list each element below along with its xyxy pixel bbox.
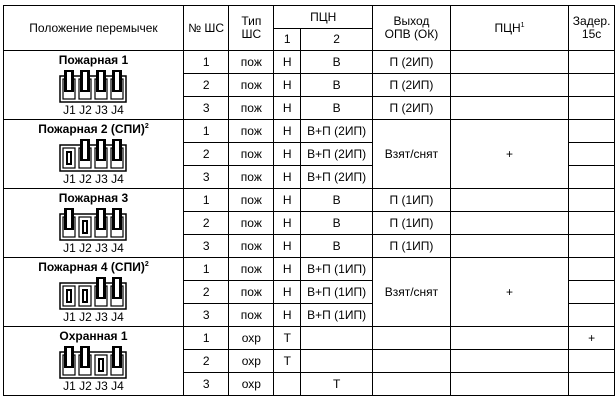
loop-type: пож <box>229 120 274 143</box>
header-pcn-2: 2 <box>301 29 373 51</box>
jumper-labels: J1 J2 J3 J4 <box>63 378 124 393</box>
loop-type: охр <box>229 373 274 396</box>
jumper-labels: J1 J2 J3 J4 <box>63 309 124 324</box>
pcn2-value: В+П (1ИП) <box>301 281 373 304</box>
pcn2-value: В+П (2ИП) <box>301 120 373 143</box>
pcn2-value: В <box>301 51 373 74</box>
pcn-note-value <box>450 373 568 396</box>
pcn2-value: В <box>301 212 373 235</box>
pcn1-value: Н <box>274 235 301 258</box>
loop-type: пож <box>229 166 274 189</box>
jumper-config-cell <box>4 51 184 120</box>
pcn1-value: Н <box>274 304 301 327</box>
loop-number: 1 <box>183 189 228 212</box>
pcn1-value: Н <box>274 143 301 166</box>
delay-value <box>569 143 615 166</box>
pcn2-value <box>301 327 373 350</box>
delay-value <box>569 373 615 396</box>
output-value: П (1ИП) <box>373 189 451 212</box>
loop-number: 1 <box>183 327 228 350</box>
table-row <box>4 258 615 281</box>
header-pcn: ПЦН <box>274 6 373 29</box>
jumper-config-cell <box>4 258 184 327</box>
pcn1-value: Н <box>274 74 301 97</box>
output-value: Взят/снят <box>373 258 451 327</box>
loop-type: пож <box>229 143 274 166</box>
table-row <box>4 327 615 350</box>
pcn1-value: Т <box>274 327 301 350</box>
pcn-note-value <box>450 327 568 350</box>
mode-title: Пожарная 2 (СПИ)$^2$ <box>38 121 149 136</box>
delay-value <box>569 235 615 258</box>
pcn1-value: Н <box>274 281 301 304</box>
loop-number: 3 <box>183 235 228 258</box>
pcn-note-value <box>450 212 568 235</box>
pcn2-value: Т <box>301 373 373 396</box>
delay-value <box>569 189 615 212</box>
output-value: П (1ИП) <box>373 235 451 258</box>
jumper-block-icon <box>59 68 127 104</box>
mode-title: Пожарная 1 <box>58 52 129 67</box>
delay-value <box>569 74 615 97</box>
mode-title: Охранная 1 <box>59 328 128 343</box>
jumper-block-icon <box>59 344 127 380</box>
pcn-note-value: + <box>450 258 568 327</box>
loop-number: 3 <box>183 304 228 327</box>
pcn1-value: Т <box>274 350 301 373</box>
table-row <box>4 51 615 74</box>
header-pcn-1: 1 <box>274 29 301 51</box>
delay-value <box>569 120 615 143</box>
header-pcn-note: ПЦН$^1$ <box>450 6 568 51</box>
loop-number: 2 <box>183 74 228 97</box>
pcn-note-value <box>450 235 568 258</box>
loop-number: 3 <box>183 166 228 189</box>
table-row <box>4 120 615 143</box>
loop-type: пож <box>229 304 274 327</box>
loop-type: пож <box>229 74 274 97</box>
jumper-block-icon <box>59 137 127 173</box>
loop-type: пож <box>229 51 274 74</box>
loop-number: 1 <box>183 258 228 281</box>
footnote-2-marker: 2 <box>144 122 149 130</box>
delay-value <box>569 304 615 327</box>
delay-value <box>569 258 615 281</box>
delay-value <box>569 212 615 235</box>
output-value <box>373 327 451 350</box>
header-delay: Задер. 15с <box>569 6 615 51</box>
jumper-labels: J1 J2 J3 J4 <box>63 240 124 255</box>
header-loop-type: Тип ШС <box>229 6 274 51</box>
loop-number: 2 <box>183 143 228 166</box>
pcn2-value: В+П (1ИП) <box>301 258 373 281</box>
jumper-config-cell <box>4 120 184 189</box>
pcn1-value: Н <box>274 97 301 120</box>
loop-type: пож <box>229 212 274 235</box>
mode-title: Пожарная 4 (СПИ)$^2$ <box>38 259 149 274</box>
jumper-labels: J1 J2 J3 J4 <box>63 102 124 117</box>
pcn1-value: Н <box>274 189 301 212</box>
output-value <box>373 373 451 396</box>
output-value <box>373 350 451 373</box>
pcn-note-value <box>450 51 568 74</box>
pcn-note-value: + <box>450 120 568 189</box>
mode-title: Пожарная 3 <box>58 190 129 205</box>
jumper-config-cell <box>4 189 184 258</box>
loop-type: охр <box>229 350 274 373</box>
loop-number: 2 <box>183 212 228 235</box>
pcn1-value: Н <box>274 258 301 281</box>
pcn1-value <box>274 373 301 396</box>
loop-type: пож <box>229 235 274 258</box>
loop-type: охр <box>229 327 274 350</box>
pcn1-value: Н <box>274 166 301 189</box>
output-value: П (2ИП) <box>373 74 451 97</box>
loop-type: пож <box>229 281 274 304</box>
jumper-settings-table <box>3 5 615 396</box>
pcn-note-value <box>450 189 568 212</box>
header-jumper-position: Положение перемычек <box>4 6 184 51</box>
delay-value <box>569 281 615 304</box>
table-row <box>4 189 615 212</box>
jumper-block-icon <box>59 206 127 242</box>
loop-number: 3 <box>183 97 228 120</box>
loop-number: 3 <box>183 373 228 396</box>
pcn2-value <box>301 350 373 373</box>
pcn2-value: В <box>301 235 373 258</box>
pcn1-value: Н <box>274 212 301 235</box>
pcn-note-value <box>450 350 568 373</box>
pcn2-value: В+П (1ИП) <box>301 304 373 327</box>
pcn2-value: В <box>301 97 373 120</box>
output-value: Взят/снят <box>373 120 451 189</box>
pcn1-value: Н <box>274 120 301 143</box>
delay-value <box>569 166 615 189</box>
loop-number: 1 <box>183 51 228 74</box>
output-value: П (2ИП) <box>373 97 451 120</box>
jumper-labels: J1 J2 J3 J4 <box>63 171 124 186</box>
header-output: Выход ОПВ (ОК) <box>373 6 451 51</box>
pcn-note-value <box>450 74 568 97</box>
delay-value: + <box>569 327 615 350</box>
jumper-block-icon <box>59 275 127 311</box>
output-value: П (1ИП) <box>373 212 451 235</box>
footnote-2-marker: 2 <box>144 260 149 268</box>
header-row <box>4 6 615 29</box>
delay-value <box>569 350 615 373</box>
delay-value <box>569 97 615 120</box>
loop-number: 2 <box>183 350 228 373</box>
loop-type: пож <box>229 97 274 120</box>
pcn2-value: В+П (2ИП) <box>301 166 373 189</box>
footnote-1-marker: 1 <box>520 21 525 29</box>
pcn2-value: В <box>301 74 373 97</box>
header-loop-no: № ШС <box>183 6 228 51</box>
pcn2-value: В+П (2ИП) <box>301 143 373 166</box>
loop-type: пож <box>229 189 274 212</box>
pcn-note-value <box>450 97 568 120</box>
loop-number: 1 <box>183 120 228 143</box>
pcn2-value: В <box>301 189 373 212</box>
loop-number: 2 <box>183 281 228 304</box>
pcn1-value: Н <box>274 51 301 74</box>
jumper-config-cell <box>4 327 184 396</box>
loop-type: пож <box>229 258 274 281</box>
delay-value <box>569 51 615 74</box>
output-value: П (2ИП) <box>373 51 451 74</box>
